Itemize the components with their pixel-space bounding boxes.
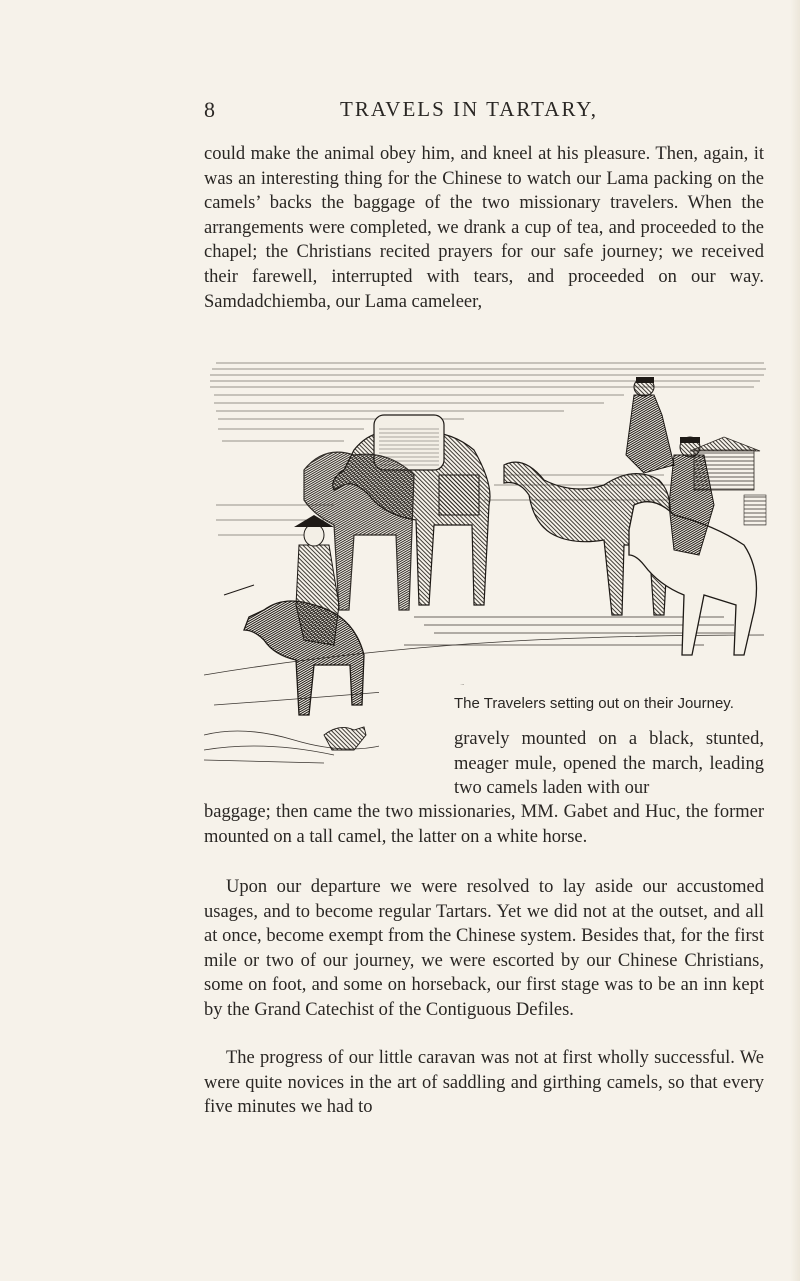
running-head: TRAVELS IN TARTARY, bbox=[340, 97, 598, 121]
page-edge bbox=[790, 0, 800, 1281]
figure-caption: The Travelers setting out on their Journey. bbox=[454, 695, 734, 712]
paragraph-top: could make the animal obey him, and kneel at his pleasure. Then, again, it was an interesting thing for the Chinese to watch our Lama packing on the camels’ backs the baggage of the two missionary travelers. When the arrangements were completed, we drank a cup of tea, and proceeded to the chapel; the Christians recited prayers for our safe journey; we received their farewell, interrupted with tears, and proceeded on our way. Samdadchiemba, our Lama cameleer, bbox=[204, 144, 764, 312]
paragraph-progress: The progress of our little caravan was not at first wholly successful. We were quite novices in the art of saddling and girthing camels, so that every five minutes we had to bbox=[204, 1048, 764, 1118]
paragraph-after-figure: baggage; then came the two missionaries, MM. Gabet and Huc, the former mounted on a tall camel, the latter on a white horse. bbox=[204, 802, 764, 847]
illustration bbox=[204, 355, 770, 775]
page-number: 8 bbox=[204, 97, 216, 122]
paragraph-upon: Upon our departure we were resolved to lay aside our accustomed usages, and to become regular Tartars. Yet we did not at the outset, and all at once, become exempt from the Chinese system. Besides that, for the first mile or two of our journey, we were escorted by our Chinese Christians, some on foot, and some on horseback, our first stage was to be an inn kept by the Grand Catechist of the Contiguous Defiles. bbox=[204, 877, 764, 1020]
engraving-travelers bbox=[204, 355, 770, 775]
page-header bbox=[204, 97, 764, 133]
paragraph-wrap: gravely mounted on a black, stunted, meager mule, opened the march, leading two camels laden with our bbox=[454, 729, 764, 799]
dog bbox=[324, 727, 366, 750]
camel-with-rider bbox=[504, 377, 674, 615]
